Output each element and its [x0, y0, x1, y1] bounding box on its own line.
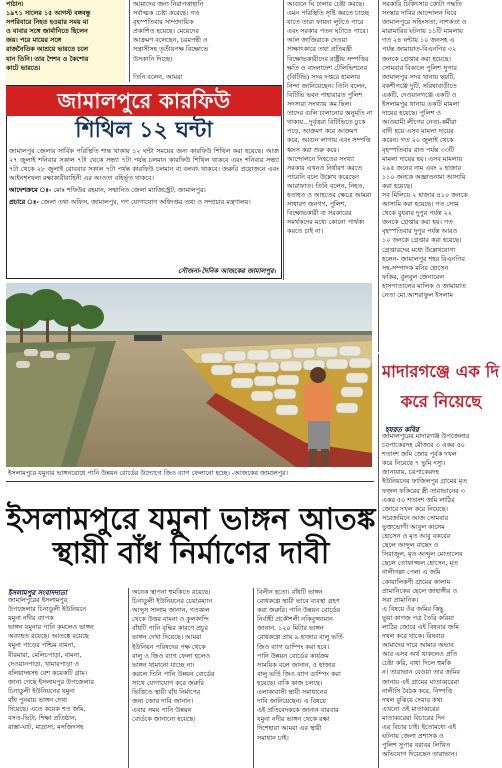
text-line: ২৯৫ জনের নাম এবং ২ হাজার — [382, 163, 462, 172]
text-line: (বিটিভি) সদর দপ্তরে হামলার — [287, 72, 361, 81]
column-divider — [253, 588, 254, 768]
text-line: তিনি বলেন, আমরা — [133, 72, 183, 81]
text-line: করে নিয়েছে ৭ ভুমি দস্যু। — [382, 459, 446, 468]
text-line: এর বিচার চাই। ইতোমধ্যে এই — [382, 723, 456, 731]
curfew-notice — [9, 198, 279, 207]
text-line: সরকারি চিকিৎসার কোটা পদ্ধতি — [382, 0, 462, 8]
text-line: করে, আগুন লাগায় এবং সম্পত্তি — [287, 136, 371, 145]
column-divider — [128, 588, 129, 768]
text-line: আন্দোলনে নিহতের সংখ্যা — [287, 154, 354, 163]
text-line: জিও ব্যাগ ডাম্পিং করা হবে। — [257, 642, 329, 651]
text-line: সাময়িক বলে জানান, ৫ হাজার — [257, 660, 336, 669]
text-line: জামালপুরের মাদারগঞ্জ উপজেলার — [382, 432, 470, 440]
text-line: ১১০ জনকে অজ্ঞাতনামা আসামি — [382, 172, 466, 181]
text-line: যমুনা নদীর ব্যাপক — [8, 614, 54, 623]
column-divider — [129, 0, 130, 82]
text-line: বাঁধ পুনরায় ভাঙ্গন দেখা — [8, 696, 68, 705]
text-line: প্রামানিকের ছেলে জাহাঙ্গীর ও — [382, 586, 458, 595]
caption-rule — [6, 481, 374, 482]
curfew-notice-text: জেলা তথ্য অফিস, জামালপুর, গণ যোগাযোগ অধিদপ্তর তথ্য ও সম্প্রচার মন্ত্রণালয়। — [41, 198, 251, 207]
text-line: এলাকাবাসী স্থায়ী সমাধানের — [257, 688, 327, 697]
text-line: অনেক স্থাপনা হুমকিতে রয়েছে। — [132, 588, 211, 596]
text-line: আসামি করা হয়েছে। গত সোম — [382, 200, 459, 209]
text-line: শতাংশ জমি জোর পূর্বক দখল — [382, 450, 457, 459]
text-line: পারেনি বলে উল্লেখ করেছেন — [287, 172, 359, 181]
text-line: বাদী হয়ে এসব মামলা দায়ের — [382, 127, 454, 136]
text-line: জনকে গ্রেপ্তার করা হয়। গত — [382, 218, 453, 227]
text-line: এবং সরকার পতন ঘটাতে পারে। — [287, 27, 369, 36]
text-line: সন্ত্রাসীসহ তৃতীয়পক্ষ বিক্ষোভে — [133, 45, 209, 54]
text-line: কোয়ালিকণী গ্রামের কালাম — [382, 577, 451, 586]
text-line: মারামারির ঘটনায় ১১টি মামলায় — [382, 27, 463, 36]
text-line — [133, 64, 281, 73]
text-line: একর ৫০ শতাংশ জমি লাঠির — [382, 495, 455, 504]
text-line: ভাঙ্গন যমুনার পানি কমলেও ভাঙ্গন — [8, 623, 94, 632]
text-line: আরাফাত। তিনি বলেন, নিহত, — [287, 181, 365, 190]
text-line: করা হয়েছে। — [382, 181, 413, 190]
text-line: জামালপুর সদর থানায় ছয়টি, — [382, 72, 456, 81]
river-photo-illustration — [6, 283, 372, 467]
text-line: সবা প্রামানিক। — [382, 595, 419, 604]
photo-caption: ইসলামপুরে যমুনার ভাঙ্গনরোধে পানি উন্নয়ন বোর্ডের উদ্যোগে জিও ব্যাগ ফেলানো হচ্ছে। -আজকের জামালপুর। — [8, 469, 288, 477]
main-headline-line1: ইসলামপুরে যমুনা ভাঙ্গন আতঙ্ক — [6, 502, 376, 537]
text-line: জনকে গ্রেপ্তার করা হয়েছে। — [382, 54, 451, 63]
text-line: ক্ষতি ও বাংলাদেশ টেলিভিশনের — [287, 63, 368, 72]
curfew-subheadline: শিথিল ১২ ঘন্টা — [75, 118, 213, 143]
text-line: হতাহত ও আহতের ক্ষেত্রে আমরা — [287, 190, 372, 199]
text-line: আব্দুস সালাম জানান, গতকাল — [132, 606, 210, 615]
text-line: আওয়ামী লীগের নেতা-কর্মীরা — [382, 118, 457, 127]
text-line: করা জরুরি। পানি উন্নয়ন বোর্ডের — [257, 606, 341, 615]
text-line: গত ২৪ ঘন্টায় ১০ জনসহ এ — [382, 36, 455, 45]
text-line: বৃহস্পতিবার রাত পর্যন্ত ৩৩টি — [382, 145, 455, 154]
text-line: সহ-সম্পাদক মনির হোসেন — [382, 263, 449, 272]
text-line: হাসপাতালের মালিক ও জামায়াত — [382, 281, 466, 290]
text-line: ১০ জনকে গ্রেপ্তার করা হয়েছে। — [382, 236, 462, 245]
curfew-body — [9, 147, 279, 267]
text-line: নেতা মো.আশরাফুল ইসলাম — [382, 291, 453, 299]
text-line: যান তিনি। তার শৈশব ও কৈশোর — [6, 54, 89, 63]
text-line: সব মিলিয়ে ২ হাজার ৪১০ জনকে — [382, 190, 468, 199]
curfew-intro: জামালপুর জেলার সার্বিক পরিস্থিতি শান্ত থাকায় ১২ ঘন্টা সময়ের জন্য কারফিউ শিথিল করা হয়েছে। আজ ২৭ জুলাই শনিবার সকাল ৭টা থেকে সন্ধ্যা ৭টা পর্যন্ত চলমান কারফিউ শিথিল থাকবে এবং শনিবার সন্ধ্যা ৭টা থেকে ২৮ জুলাই রোববার সকাল ৭টা পর্যন্ত কারফিউ চলমান বা বলবৎ থাকবে। জরুরি প্রয়োজনে এবং আইনশৃংখলা রক্ষাকারীবাহিনী এর আওতা বহির্ভূত থাকবে। — [9, 147, 279, 183]
text-line: বিক্ষোভকারীদের রাষ্ট্রীয় সম্পত্তির — [287, 54, 369, 63]
text-line: একটি, দেওয়ানগঞ্জে একটি ও — [382, 90, 457, 99]
text-line: লাঠির জোরে এই বিষবার জমি — [382, 622, 459, 631]
text-line: জানায় এই গ্রামের মাতাব্বরেরা — [382, 677, 460, 686]
text-line: নির্বাহী প্রকৌশলী নকিবুজ্জামান — [257, 615, 333, 624]
text-line: থেকে বুধবার দুপুর পর্যন্ত ২২ — [382, 209, 452, 218]
text-line: ফকির, বুলবুল জেনারেল — [382, 272, 445, 281]
text-line: এবার সময় পানি উন্নয়ন — [132, 706, 192, 715]
text-line: হয়েছে। বাকি কাজ চলছে। — [257, 678, 323, 687]
text-line: পুলিশ সুপার বরাবর লিখিত — [382, 741, 451, 750]
text-line: বিক্ষোভকারী বা সরকারের — [287, 209, 352, 218]
text-line: নিন্দা জানিয়েছেন। তিনি বলেন, — [287, 81, 367, 90]
top-left-column — [6, 0, 125, 84]
text-line: জানাযায়, চরপাকেরদহ — [382, 468, 440, 477]
text-line: এখনো ওই মাতাব্বরের — [382, 704, 439, 713]
text-line: হোসেন ও মৃত আবু বকরের — [382, 532, 451, 541]
text-line: সদস্যরা সংখ্যায় কম ছিল। — [287, 100, 352, 109]
right-column — [382, 0, 499, 352]
text-line: করতে চাই না। — [287, 227, 323, 236]
text-line: বাঁধটি পানি বৃদ্ধির কারণে প্রচুর — [132, 624, 208, 633]
text-line: যমুনা পাড়ের পশ্চিম বামনা, — [8, 641, 76, 650]
text-line: সমাধান চাই। — [257, 733, 289, 742]
main-story-headline — [6, 503, 376, 571]
text-line: বৃহস্পতিবার সাম্প্রদায়িক — [133, 18, 194, 27]
column-divider — [283, 0, 284, 280]
text-line: সমর্থকদের মধ্যে কোনো পার্থক্য — [287, 218, 365, 227]
text-line: থাকায়...দুর্বৃত্তরা বিটিভিতে ঢুকে — [287, 118, 366, 127]
column-divider — [378, 354, 379, 768]
text-line: ও বাবার সঙ্গে জার্মানিতে ছিলেন — [6, 27, 88, 36]
text-line: জামালপুরের ইসলামপুর — [8, 596, 68, 604]
text-line: সপরিবারে নিহত হওয়ার সময় মা — [6, 18, 89, 27]
text-line: দিয়েছে। এতে কয়েক শত জমি, — [8, 705, 86, 714]
text-line: গ্রেপ্তারদের মধ্যে উল্লেখযোগ্য — [382, 245, 456, 254]
side-story-body — [382, 432, 499, 768]
top-middle-column — [133, 0, 281, 84]
text-line: পানি উন্নয়ন বোর্ডের কার্যক্রম — [257, 651, 329, 660]
text-line: জন্য জোর দাবি জানান। — [132, 697, 194, 706]
text-line: বকশীগঞ্জে দুটি, সরিষাবাড়ীতে — [382, 81, 457, 90]
text-line: নালীগল্লা পেলা এ জমি — [382, 568, 441, 577]
text-line: ফজল ফকিরের স্ত্রী তারাভানের ৩ — [382, 486, 465, 495]
text-line: কাটে ভারতে। — [6, 63, 41, 72]
text-line: সর্বাত্মক চেষ্টা করেছে। গত — [133, 9, 200, 18]
text-line: দখল বুঝিয়ে দেয়ার কথা — [382, 695, 443, 704]
text-line: দিশেহারা আমরা এর স্থায়ী — [257, 724, 322, 733]
text-line: সোমবার বিকালে পুলিশ সুপার — [382, 63, 457, 72]
center-column — [287, 0, 375, 278]
main-story-col1 — [8, 596, 124, 768]
text-line: জামালপুরে সহিংসতা, নাশকতা ও — [382, 18, 467, 27]
text-line: পাঠান। — [6, 0, 24, 8]
text-line: ভুয়া কাগজ পত্র তৈরি করিয়া — [382, 613, 454, 622]
text-line: দায়ের হয়েছে। পুলিশ ও — [382, 109, 441, 118]
text-line: বালু ভর্তি জিও ব্যাগ ডাম্পিং করা — [257, 669, 341, 678]
text-line: রোধকল্পে স্থায়ী ভাবে ব্যবস্থা গ্রহণ — [257, 597, 340, 606]
text-line: এই প্রতিবেদককে জানান বারবার — [257, 706, 339, 715]
text-line: সিরাজুল, মৃত আব্দুল মোতালেব — [382, 550, 463, 559]
text-line: পড়ে, আক্রমণ করে আক্রমণ — [287, 127, 358, 136]
text-line: উপজেলার চিনাডুলী ইউনিয়নে — [8, 605, 87, 614]
curfew-order-label: আদেশক্রমে ঃ- — [9, 186, 52, 195]
text-line: যমুনা নদীর ভাঙ্গন থেকে রক্ষা — [257, 715, 330, 724]
text-line: ইউনিয়ন পরিষদের পক্ষ থেকে — [132, 642, 206, 651]
text-line: হলেন- জামালপুর শহর বিএনপির — [382, 254, 465, 263]
text-line: বলিয়াদহসহ বেশ কয়েকটি গ্রাম। — [8, 668, 88, 677]
text-line: আল জাজিরাকে দেওয়া — [287, 36, 348, 45]
text-line: সাধারণ জনগণ, পুলিশ, — [287, 200, 347, 209]
text-line: মাতাব্বরেরা বিচারের দিন — [382, 713, 445, 722]
text-line: ছেলে তোফাজ্জল হোসেন, মৃত — [382, 559, 458, 568]
text-line: আমাদের জন্য নিরাপত্তাহানি — [133, 0, 204, 8]
text-line: সরেজমিনে আজ সোমবার — [382, 513, 449, 522]
main-story-col3 — [257, 588, 375, 768]
text-line: ঘটনায় জেলা প্রশাসক ও — [382, 732, 444, 741]
text-line: করলে তিনি পানি উন্নয়ন বোর্ডের — [132, 669, 215, 678]
text-line: আক্রমণ বলেছেন, চরমপন্থী ও — [133, 36, 208, 45]
text-line: থেকে উত্তর বামনা ও কুলকান্দি — [132, 615, 209, 624]
text-line: রাস্তা-ঘাট, মাদ্রাসা, মসজিদসহ — [8, 723, 84, 732]
text-line: দাবি জানিয়েছেন। এ বিষয়ে — [257, 697, 326, 706]
curfew-credit: সৌজন্য-দৈনিক আজকের জামালপুর। — [178, 267, 276, 275]
text-line: ছেলে আব্দুল বাছেদ ও — [382, 541, 439, 550]
curfew-order-text: মোঃ শফিউর রহমান, সম্মানিত জেলা ম্যাজিস্ট্রেট, জামালপুর। — [53, 186, 206, 195]
text-line: জোরে দখল করে নিয়েছে। — [382, 504, 448, 513]
text-line: অভিযোগ দিয়েছেন তারাভান। — [382, 750, 457, 759]
main-story-byline: ইসলামপুর সংবাদদাতা — [8, 589, 67, 597]
side-story-byline: হযরত কবির — [385, 426, 419, 434]
text-line: চিনাডুলী ইউনিয়নের চেয়ারম্যান — [132, 597, 213, 606]
text-line: বোর্ডকে জানানো হয়েছে। — [132, 715, 196, 724]
side-story-headline-line1: মাদারগঞ্জে এক দি — [382, 362, 499, 381]
text-line: যাতে তারা ফায়দা লুটতে পারে — [287, 18, 364, 27]
river-erosion-photo — [6, 283, 372, 467]
text-line: বালু ও জিও ব্যাগ ফেলা হলেও — [132, 651, 211, 660]
text-line: বসত-ভিটা, শিক্ষা প্রতিষ্ঠান, — [8, 714, 77, 723]
text-line: চিনাডুলী ইউনিয়নের যমুনা — [8, 686, 75, 695]
text-line: করেন। গত ২০ জুলাই থেকে — [382, 136, 454, 145]
text-line: ভাঙ্গন থামানো যাচ্ছে না। — [132, 660, 195, 669]
text-line: দেওয়ানপাড়া, খামারপাড়া ও — [8, 659, 80, 668]
text-line: চেষ্টা করি, বাধা দিলে হুমকি — [382, 659, 451, 668]
text-line: সরকার এখনও নির্ধারণ করতে — [287, 163, 363, 172]
text-line: বীরমারা, মেলিচপাড়া, বামনা, — [8, 650, 82, 659]
text-line: সাক্ষাৎকারে তথ্য প্রতিমন্ত্রী — [287, 45, 352, 54]
text-line: ভাঙ্গন দেখা দিয়েছে। আমরা — [132, 633, 202, 642]
text-line: ন। তারাভান বেওয়া তার জমির — [382, 668, 460, 677]
text-line: এমন পরিস্থিতি সৃষ্টি করতে চাচ্ছে — [287, 9, 369, 18]
text-line: অব্যাহত রয়েছে। আতঙ্কে রয়েছে — [8, 632, 89, 641]
text-line: নালীসি বৈঠক করে, নিষ্পত্তি — [382, 686, 453, 695]
text-line: বিলীন হতো। বাঁধটি ভাঙ্গন — [257, 588, 323, 596]
main-story-col2 — [132, 588, 250, 768]
text-line: তাদের গুলি চালানোর অনুমতি না — [287, 109, 373, 118]
text-line: আগুনে ঘি ঢালার চেষ্টা করছে। — [287, 0, 365, 8]
text-line: জানান, ১২০ মিটার ভাঙ্গন — [257, 624, 324, 633]
text-line: আমাদের দারে আমার অভাব — [382, 641, 454, 650]
curfew-notice-label: প্রচারে ঃ- — [9, 198, 39, 207]
text-line: পর্যন্ত জামায়াত-বিএনপির ৩২ — [382, 45, 457, 54]
text-line: বৃহস্পতিবার দুপুর পর্যন্ত আরও — [382, 227, 458, 236]
text-line: ধ্বংস করা শুরু করে। — [287, 145, 340, 154]
text-line: ১৯৭১ সালের ১৫ আগস্ট বঙ্গবন্ধু — [6, 9, 91, 18]
text-line: ইউনিয়নের ফাজিলপুর গ্রামের মৃত — [382, 477, 468, 486]
text-line: সাথে যোগাযোগ করে জরুরি — [132, 678, 204, 687]
text-line: এ বিষয়ে ওঁর জমির কিছু — [382, 604, 444, 613]
curfew-banner-headline: জামালপুরে কারফিউ — [6, 86, 282, 116]
text-line: ভুক্তভোগী আবুল কাসেম — [382, 522, 445, 531]
text-line: রাজনৈতিক আশ্রয়ে ভারতে চলে — [6, 45, 89, 54]
text-line: প্রকাশিত হয়েছে। মেয়েদের — [133, 27, 199, 36]
side-story-headline-line2: করে নিয়েছে — [400, 392, 482, 411]
main-headline-line2: স্থায়ী বাঁধ নির্মাণের দাবী — [52, 536, 330, 571]
text-line: বিটিভি ভবন পাহারারত পুলিশ — [287, 90, 363, 99]
text-line: আর এসব অর্থ থাকলেও প্রতি — [382, 650, 458, 659]
text-line: মামলা দায়ের হয়। এসব মামলায় — [382, 154, 463, 163]
column-divider — [378, 0, 379, 352]
text-line: ভিত্তিতে স্থায়ী বাঁধ নির্মাণের — [132, 688, 201, 697]
text-line: উসকানি দিচ্ছে। — [133, 54, 173, 63]
text-line: সংস্কার দাবির আন্দোলন ঘিরে — [382, 9, 457, 18]
curfew-order — [9, 186, 279, 195]
side-story-headline — [382, 357, 500, 421]
text-line: দখল করে থাকে। বিষবার — [382, 632, 445, 641]
text-line: চরপাকেরদহ মৌজার ৩ একর ৫০ — [382, 441, 465, 450]
text-line: জয়। পরে মায়ের সঙ্গে — [6, 36, 62, 45]
text-line: ইসলামপুর থানায় একটি মামলা — [382, 100, 460, 109]
text-line: রোধকল্পে প্রায় ৯ হাজার বালু ভর্তি — [257, 633, 343, 642]
text-line: জানা গেছে ইসলামপুর উপজেলার — [8, 677, 94, 686]
